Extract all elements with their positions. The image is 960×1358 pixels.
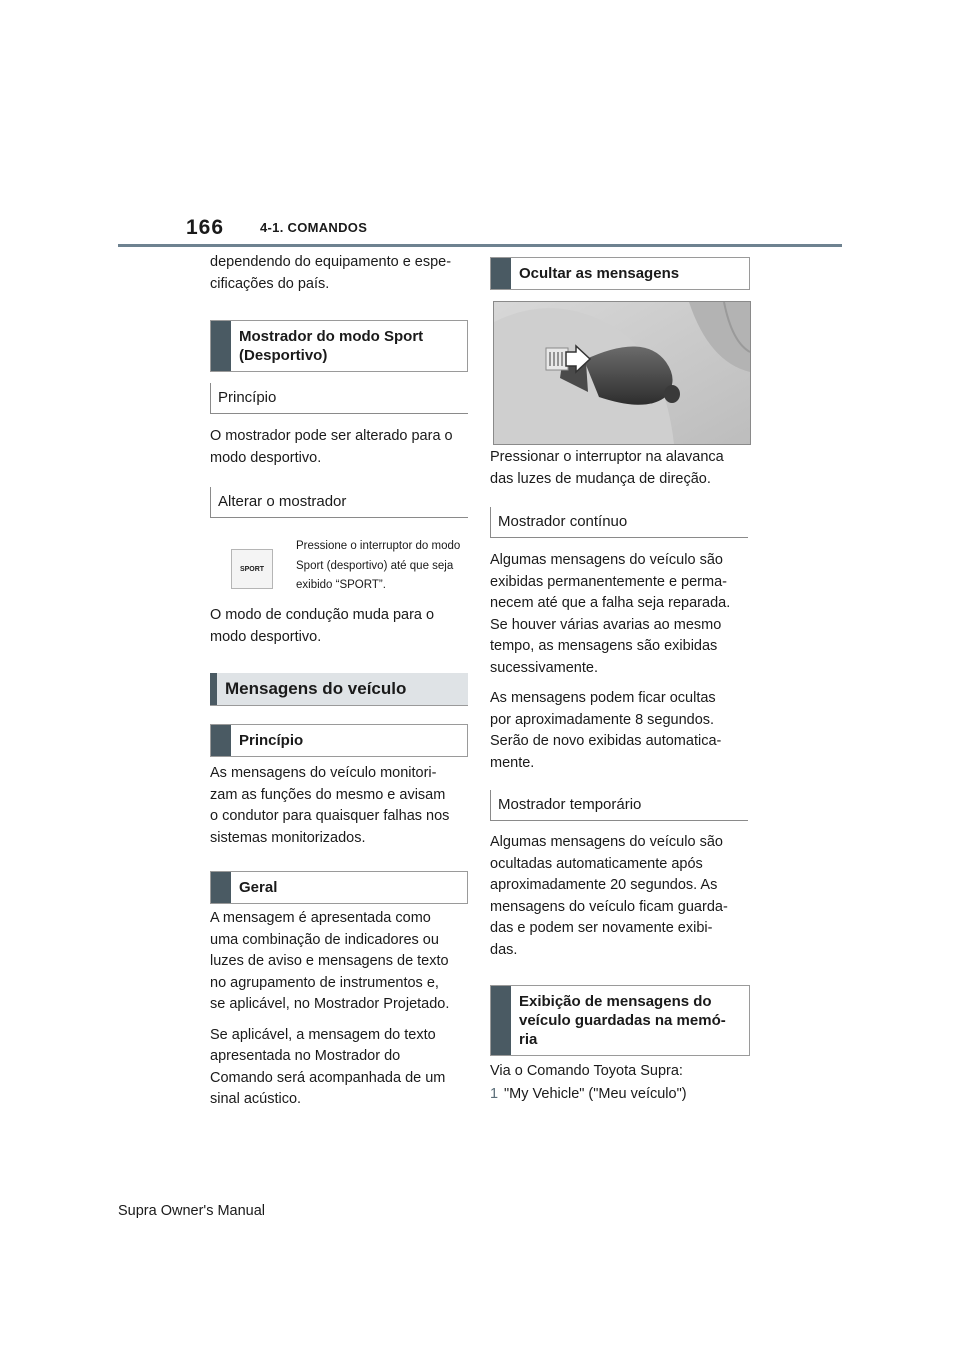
intro-text: dependendo do equipamento e espe- cificações do país. [210, 254, 452, 292]
geral-heading-text: Geral [239, 879, 278, 896]
section-title: 4-1. COMANDOS [260, 220, 368, 235]
turn-signal-lever-illustration [493, 301, 751, 445]
geral-heading [210, 871, 468, 904]
page-number: 166 [186, 216, 225, 239]
principio-text: As mensagens do veículo monitori- zam as funções do mesmo e avisam o condutor para quaisquer falhas nos sistemas monitorizados. [210, 765, 450, 846]
heading-bar [211, 321, 231, 371]
continuous-text [490, 550, 750, 783]
step-1-number: 1 [490, 1086, 499, 1102]
geral-paragraph-1: A mensagem é apresentada como uma combinação de indicadores ou luzes de aviso e mensagens de texto no agrupamento de instrumentos e, se aplicável, no Mostrador Projetado. [210, 910, 450, 1012]
heading-bar [491, 986, 511, 1055]
step-1 [490, 1084, 750, 1106]
step-1-text: "My Vehicle" ("Meu veículo") [504, 1086, 687, 1102]
lever-image [494, 302, 750, 444]
principio-heading [210, 724, 468, 757]
heading-bar [491, 258, 511, 289]
continuous-paragraph-2: As mensagens podem ficar ocultas por aproximadamente 8 segundos. Serão de novo exibidas automatica- mente. [490, 690, 722, 771]
heading-bar [210, 673, 217, 705]
memory-heading [490, 985, 750, 1056]
mode-change-text: O modo de condução muda para o modo desportivo. [210, 607, 435, 645]
principle-subheading: Princípio [210, 383, 468, 414]
principle-text: O mostrador pode ser alterado para o modo desportivo. [210, 428, 453, 466]
memory-heading-text: Exibição de mensagens do veículo guardadas na memó-ria [519, 993, 726, 1048]
sport-heading-text: Mostrador do modo Sport (Desportivo) [239, 328, 424, 364]
temporary-text: Algumas mensagens do veículo são ocultadas automaticamente após aproximadamente 20 segundos. As mensagens do veículo ficam guarda- das e podem ser novamente exibi- das. [490, 834, 728, 958]
hide-heading-text: Ocultar as mensagens [519, 265, 680, 282]
geral-text [210, 908, 470, 1120]
heading-bar [211, 872, 231, 903]
sport-instruction: Pressione o interruptor do modo Sport (desportivo) até que seja exibido “SPORT”. [296, 540, 461, 591]
principio-heading-text: Princípio [239, 732, 304, 749]
hide-heading [490, 257, 750, 290]
sport-button-icon [231, 549, 273, 589]
via-text: Via o Comando Toyota Supra: [490, 1063, 683, 1079]
heading-bar [211, 725, 231, 756]
sport-heading [210, 320, 468, 372]
temporary-subheading: Mostrador temporário [490, 790, 748, 821]
hide-text: Pressionar o interruptor na alavanca das luzes de mudança de direção. [490, 449, 724, 487]
vehicle-messages-heading [210, 673, 468, 706]
sport-button-label: SPORT [239, 565, 265, 573]
continuous-subheading: Mostrador contínuo [490, 507, 748, 538]
continuous-paragraph-1: Algumas mensagens do veículo são exibidas permanentemente e perma- necem até que a falha seja reparada. Se houver várias avarias ao mesmo tempo, as mensagens são exibidas sucessivamente. [490, 552, 731, 676]
vehicle-messages-heading-text: Mensagens do veículo [225, 679, 407, 698]
geral-paragraph-2: Se aplicável, a mensagem do texto apresentada no Mostrador do Comando será acompanhada de um sinal acústico. [210, 1026, 446, 1107]
alter-subheading: Alterar o mostrador [210, 487, 468, 518]
header-rule [118, 244, 842, 247]
footer-text: Supra Owner's Manual [118, 1203, 266, 1219]
